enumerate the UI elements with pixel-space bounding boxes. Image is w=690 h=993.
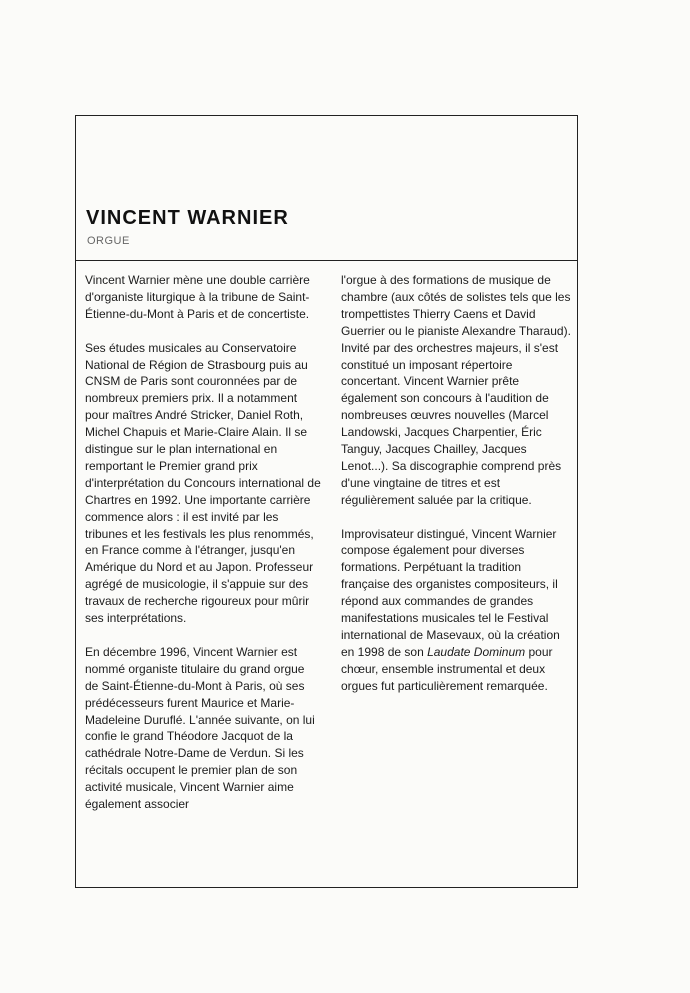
paragraph-text: Improvisateur distingué, Vincent Warnier compose également pour diverses formations. Perpétuant la tradition française des organistes compositeurs, il répond aux commandes de grandes manifestations musicales tel le Festival international de Masevaux, où la création en 1998 de son	[341, 526, 560, 659]
paragraph	[341, 526, 573, 695]
left-column	[85, 272, 321, 830]
paragraph: En décembre 1996, Vincent Warnier est nommé organiste titulaire du grand orgue de Saint-Étienne-du-Mont à Paris, où ses prédécesseurs furent Maurice et Marie-Madeleine Duruflé. L'année suivante, on lui confie le grand Théodore Jacquot de la cathédrale Notre-Dame de Verdun. Si les récitals occupent le premier plan de son activité musicale, Vincent Warnier aime également associer	[85, 644, 315, 812]
instrument-subtitle: ORGUE	[87, 235, 130, 247]
biography-frame	[75, 115, 578, 888]
work-title: Laudate Dominum	[427, 644, 526, 659]
paragraph: l'orgue à des formations de musique de chambre (aux côtés de solistes tels que les trompettistes Thierry Caens et David Guerrier ou le pianiste Alexandre Tharaud). Invité par des orchestres majeurs, il s'est constitué un imposant répertoire concertant. Vincent Warnier prête également son concours à l'audition de nombreuses œuvres nouvelles (Marcel Landowski, Jacques Charpentier, Éric Tanguy, Jacques Chailley, Jacques Lenot...). Sa discographie comprend près d'une vingtaine de titres et est régulièrement saluée par la critique.	[341, 273, 571, 507]
paragraph: Ses études musicales au Conservatoire National de Région de Strasbourg puis au CNSM de Paris sont couronnées par de nombreux premiers prix. Il a notamment pour maîtres André Stricker, Daniel Roth, Michel Chapuis et Marie-Claire Alain. Il se distingue sur le plan international en remportant le Premier grand prix d'interprétation du Concours international de Chartres en 1992. Une importante carrière commence alors : il est invité par les tribunes et les festivals les plus renommés, en France comme à l'étranger, jusqu'en Amérique du Nord et au Japon. Professeur agrégé de musicologie, il s'appuie sur des travaux de recherche rigoureux pour mûrir ses interprétations.	[85, 340, 321, 626]
paragraph-text: pour chœur, ensemble instrumental et deux orgues fut particulièrement remarquée.	[341, 644, 553, 693]
page-title: VINCENT WARNIER	[86, 207, 289, 229]
right-column	[341, 272, 573, 712]
header-panel	[76, 116, 577, 261]
paragraph: Vincent Warnier mène une double carrière d'organiste liturgique à la tribune de Saint-Étienne-du-Mont à Paris et de concertiste.	[85, 273, 310, 321]
